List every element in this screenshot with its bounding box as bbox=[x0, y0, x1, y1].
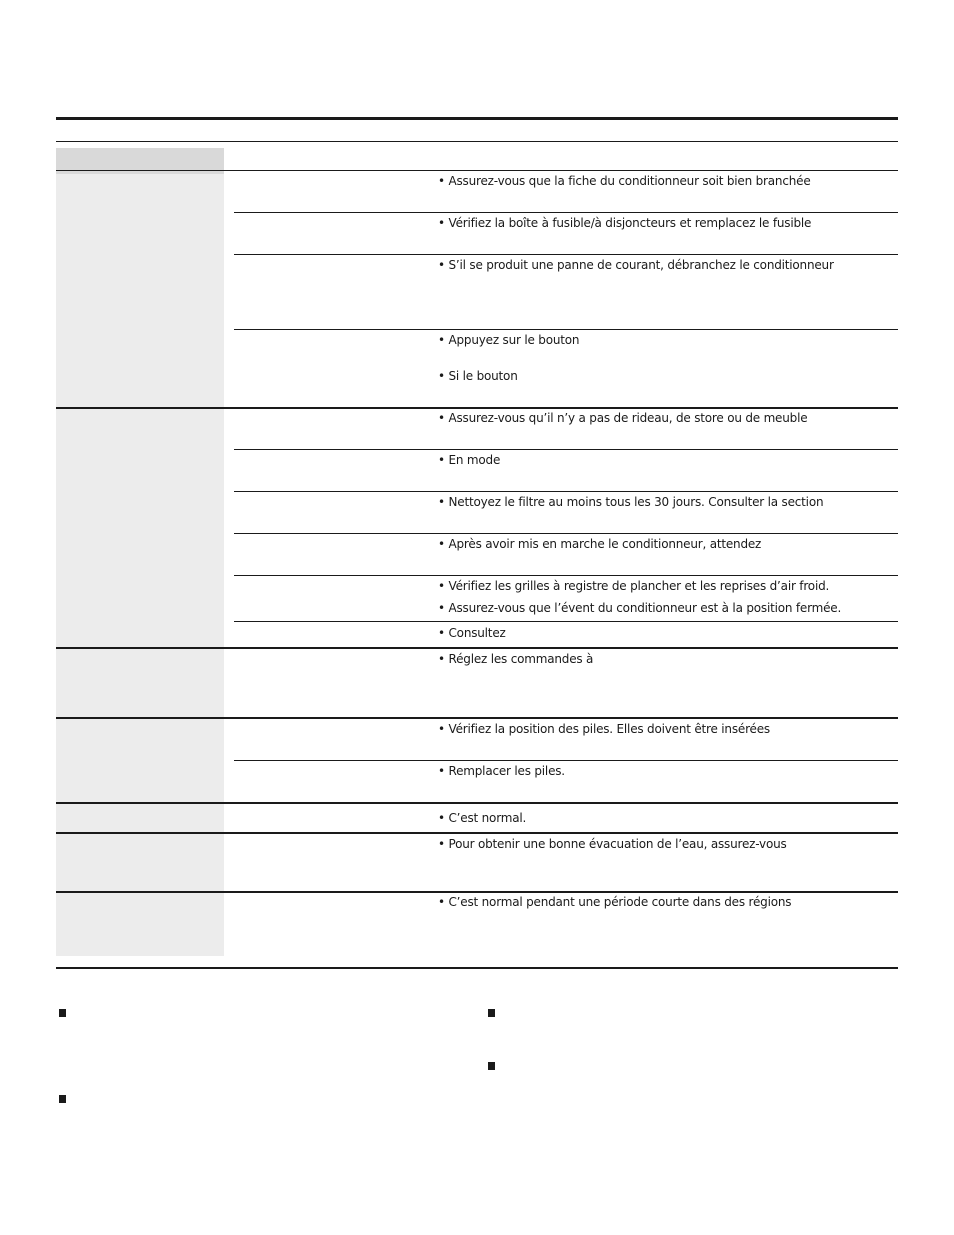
section-divider bbox=[56, 717, 898, 719]
section-divider bbox=[56, 891, 898, 893]
tip-text: • Appuyez sur le bouton bbox=[438, 333, 580, 347]
problem-cell-5 bbox=[56, 804, 224, 832]
tip-text: • Réglez les commandes à bbox=[438, 652, 594, 666]
row-divider bbox=[234, 491, 898, 492]
tip-text: • Remplacer les piles. bbox=[438, 764, 565, 778]
tip-text: • Assurez-vous que l’évent du conditionneur est à la position fermée. bbox=[438, 601, 842, 615]
row-divider bbox=[234, 329, 898, 330]
section-divider bbox=[56, 407, 898, 409]
problem-cell-3 bbox=[56, 649, 224, 717]
square-bullet-icon bbox=[59, 1095, 66, 1103]
tip-text: • Après avoir mis en marche le conditionneur, attendez bbox=[438, 537, 762, 551]
tip-text: • S’il se produit une panne de courant, débranchez le conditionneur bbox=[438, 258, 834, 272]
tip-text: • Assurez-vous que la fiche du conditionneur soit bien branchée bbox=[438, 174, 811, 188]
tip-text: • C’est normal. bbox=[438, 811, 527, 825]
row-divider bbox=[234, 533, 898, 534]
table-bottom-rule bbox=[56, 967, 898, 969]
section-divider bbox=[56, 647, 898, 649]
section-divider bbox=[56, 832, 898, 834]
problem-cell-2 bbox=[56, 409, 224, 647]
row-divider bbox=[234, 575, 898, 576]
square-bullet-icon bbox=[488, 1009, 495, 1017]
tip-text: • Si le bouton bbox=[438, 369, 518, 383]
square-bullet-icon bbox=[488, 1062, 495, 1070]
problem-cell-4 bbox=[56, 719, 224, 802]
tip-text: • Pour obtenir une bonne évacuation de l’eau, assurez-vous bbox=[438, 837, 787, 851]
tip-text: • Vérifiez la position des piles. Elles doivent être insérées bbox=[438, 722, 770, 736]
header-rule bbox=[56, 141, 898, 142]
row-divider bbox=[234, 254, 898, 255]
row-divider bbox=[234, 212, 898, 213]
top-rule bbox=[56, 117, 898, 120]
tip-text: • En mode bbox=[438, 453, 501, 467]
problem-cell-7 bbox=[56, 893, 224, 956]
tip-text: • Vérifiez les grilles à registre de plancher et les reprises d’air froid. bbox=[438, 579, 830, 593]
tip-text: • Consultez bbox=[438, 626, 506, 640]
problem-cell-1 bbox=[56, 174, 224, 407]
row-divider bbox=[234, 760, 898, 761]
tip-text: • Nettoyez le filtre au moins tous les 30 jours. Consulter la section bbox=[438, 495, 824, 509]
row-divider bbox=[234, 449, 898, 450]
row-divider bbox=[234, 621, 898, 622]
tip-text: • C’est normal pendant une période courte dans des régions bbox=[438, 895, 792, 909]
section-divider bbox=[56, 170, 898, 171]
section-divider bbox=[56, 802, 898, 804]
square-bullet-icon bbox=[59, 1009, 66, 1017]
problem-cell-6 bbox=[56, 834, 224, 891]
tip-text: • Assurez-vous qu’il n’y a pas de rideau, de store ou de meuble bbox=[438, 411, 808, 425]
tip-text: • Vérifiez la boîte à fusible/à disjoncteurs et remplacez le fusible bbox=[438, 216, 812, 230]
